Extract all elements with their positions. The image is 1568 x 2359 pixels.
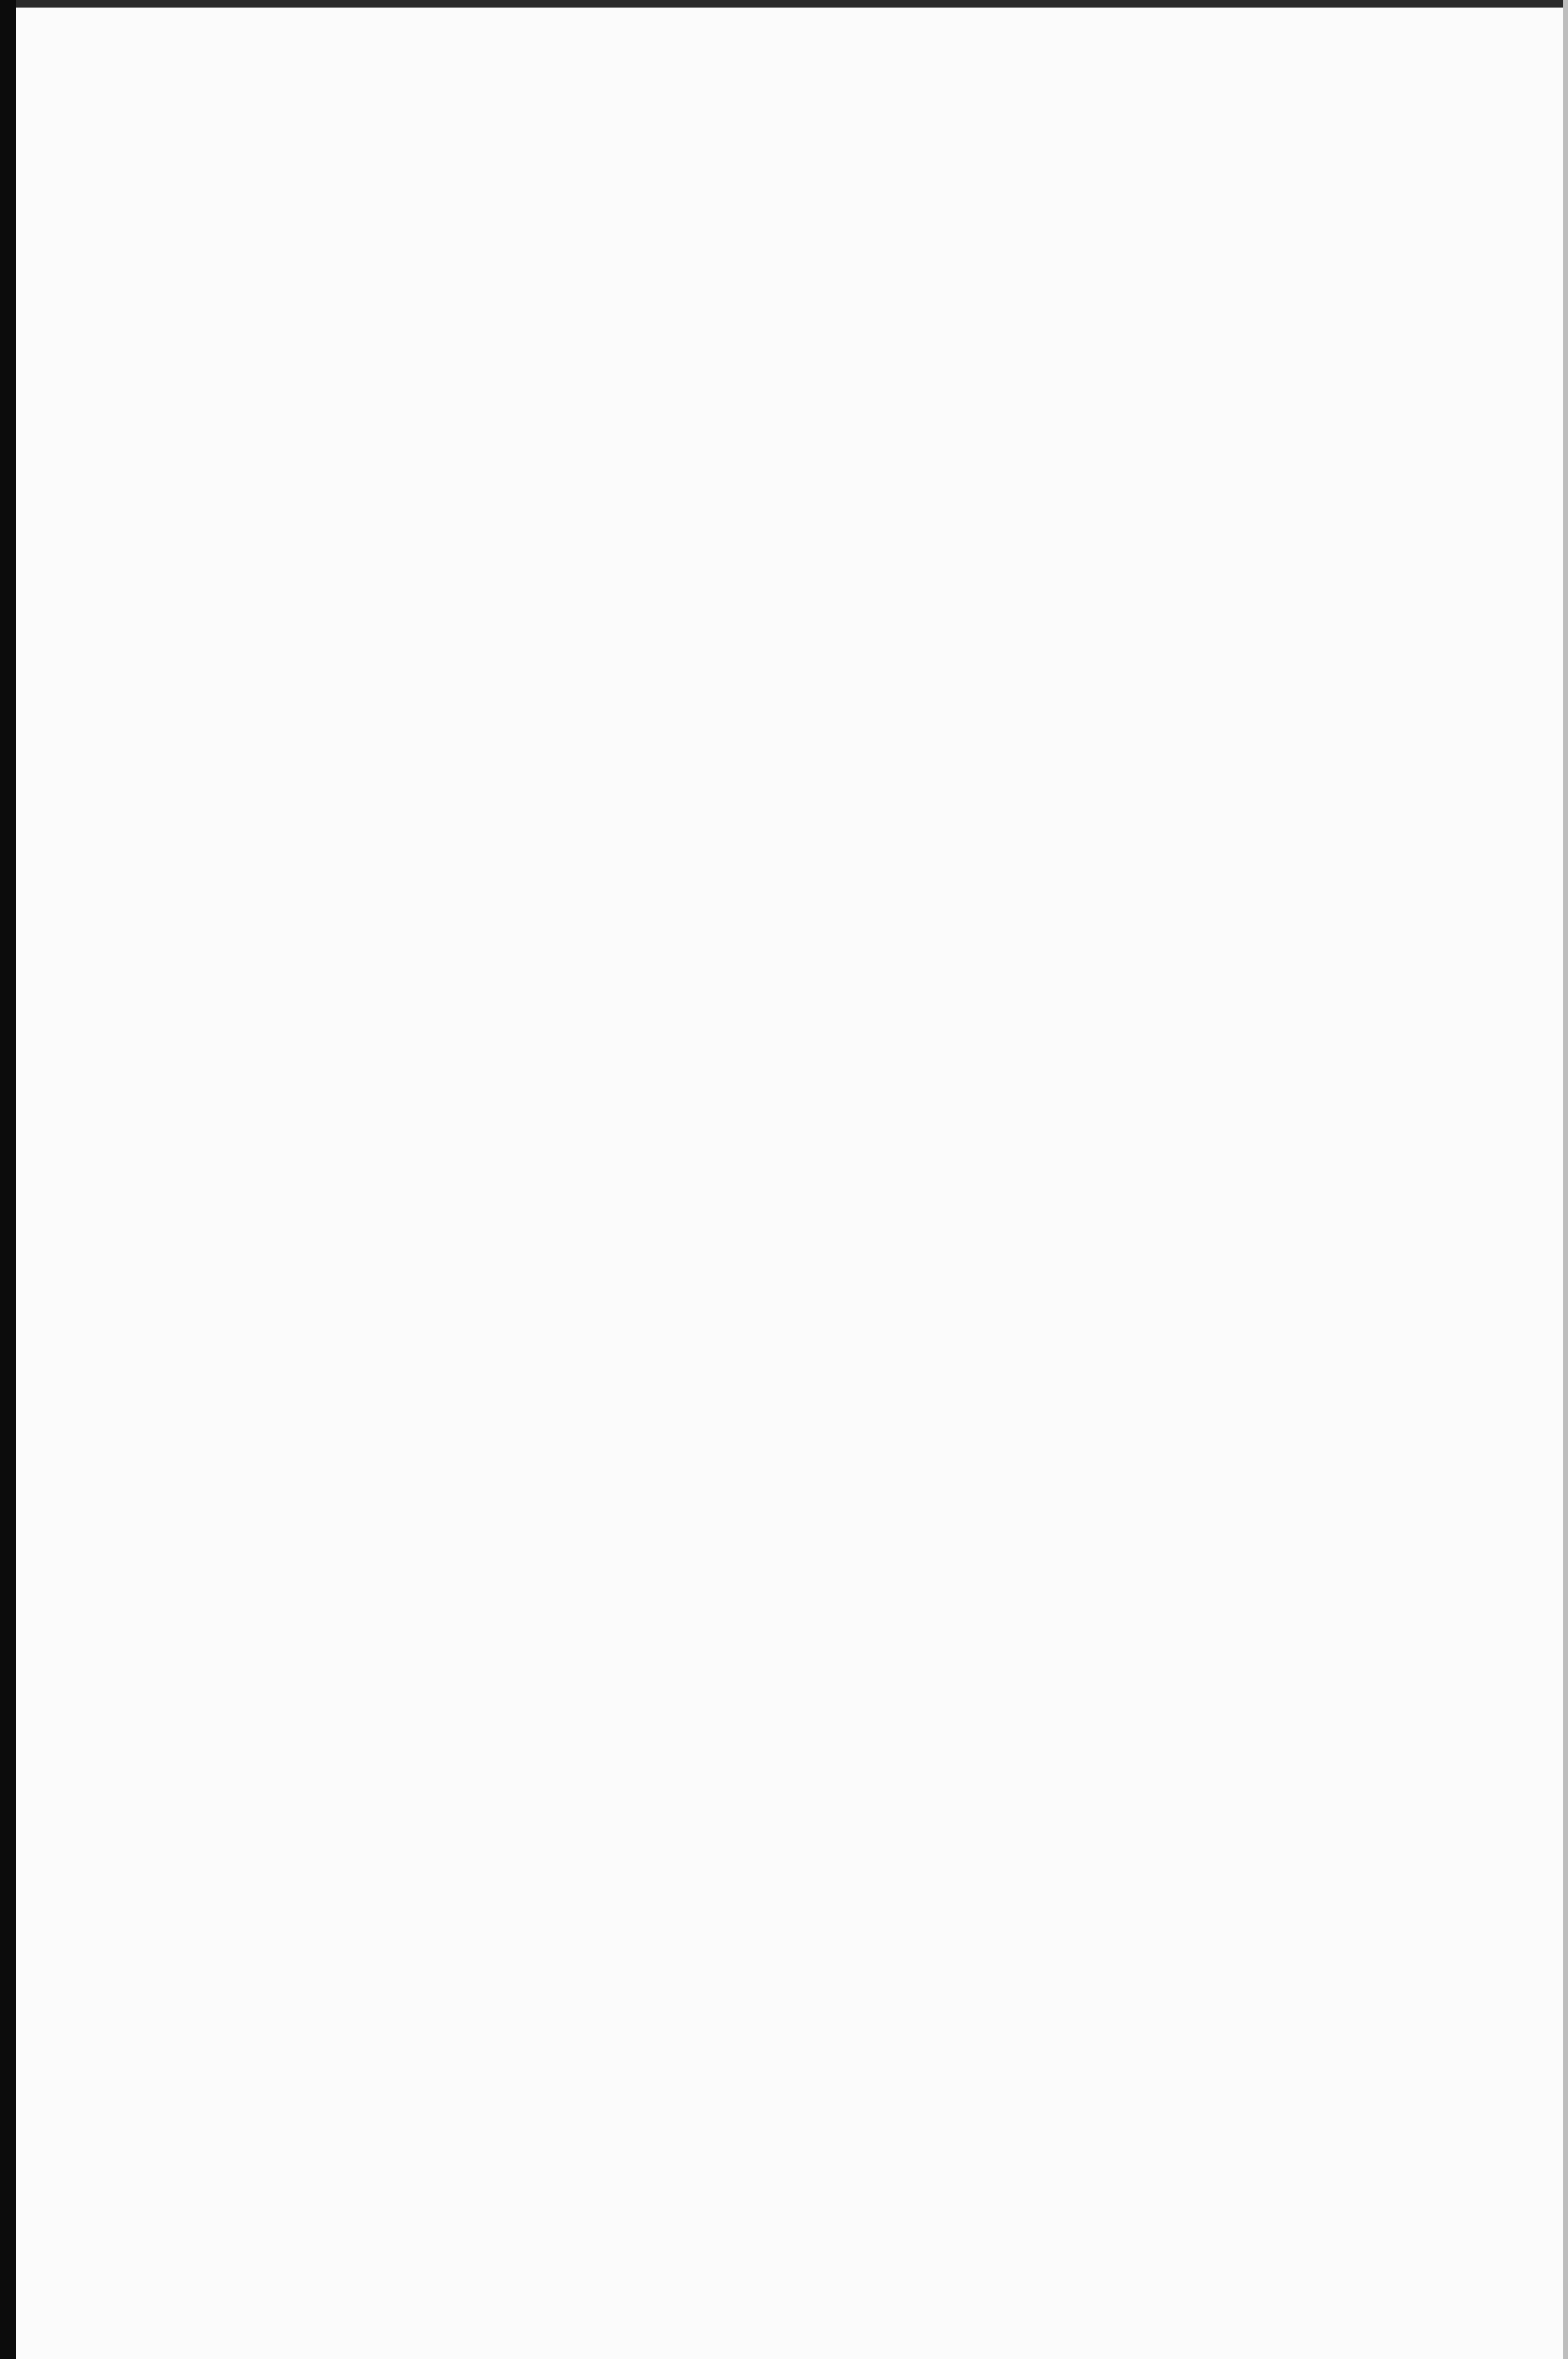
page-body [165,226,1392,283]
scan-border-left [0,0,16,2359]
scan-border-top [0,0,1568,8]
scan-border-right [1563,0,1568,2359]
